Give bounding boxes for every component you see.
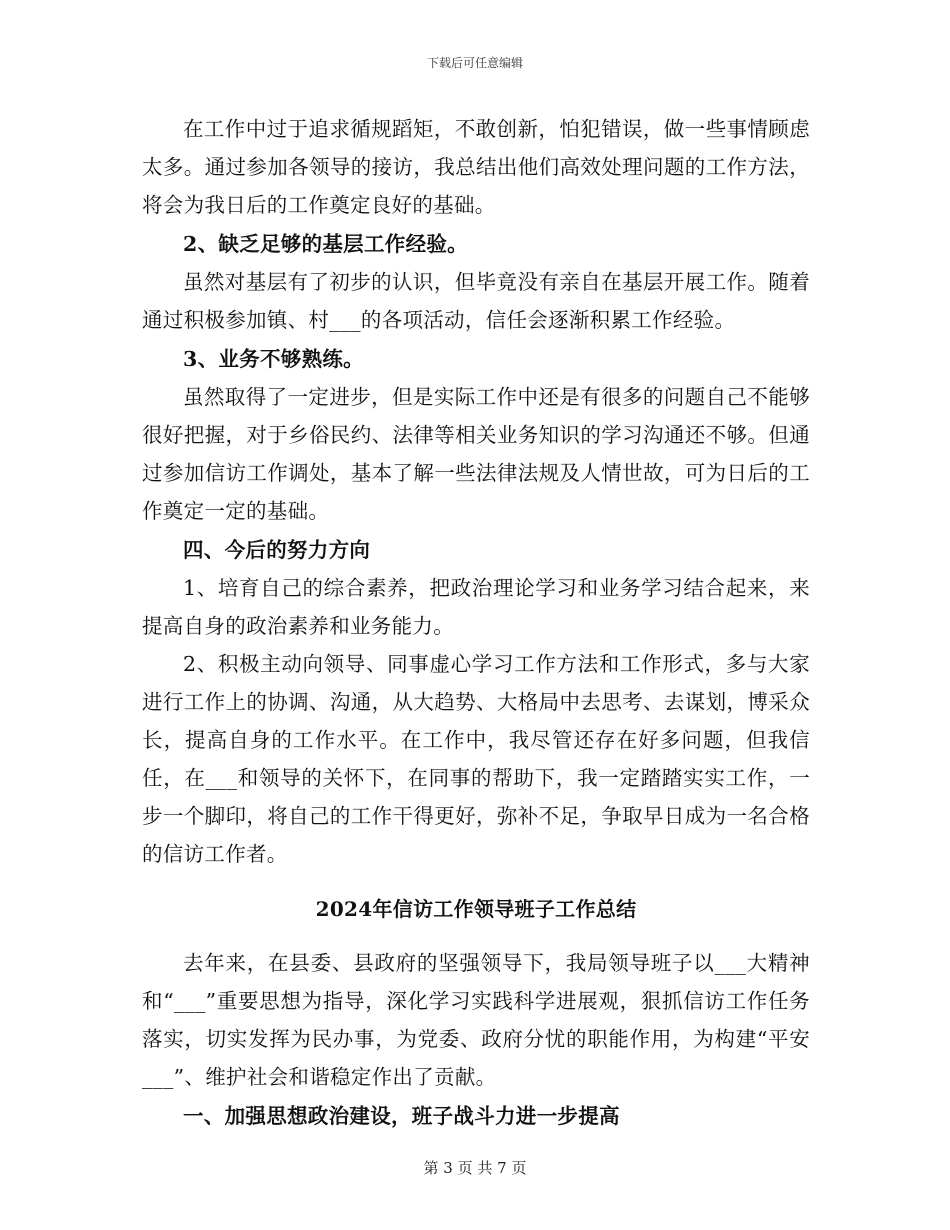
page-footer: 第 3 页 共 7 页 xyxy=(423,1159,527,1177)
page-header: 下载后可任意编辑 xyxy=(426,56,523,70)
heading-business-skill: 3、业务不够熟练。 xyxy=(183,347,364,371)
heading-grassroots-experience: 2、缺乏足够的基层工作经验。 xyxy=(183,232,468,256)
paragraph-future-1: 1、培育自己的综合素养，把政治理论学习和业务学习结合起来，来提高自身的政治素养和业务能力。 xyxy=(142,576,810,638)
paragraph-business: 虽然取得了一定进步，但是实际工作中还是有很多的问题自己不能够很好把握，对于乡俗民约、法律等相关业务知识的学习沟通还不够。但通过参加信访工作调处，基本了解一些法律法规及人情世故，可为日后的工作奠定一定的基础。 xyxy=(142,385,810,523)
paragraph-grassroots: 虽然对基层有了初步的认识，但毕竟没有亲自在基层开展工作。随着通过积极参加镇、村___的各项活动，信任会逐渐积累工作经验。 xyxy=(142,270,810,332)
document-title: 2024年信访工作领导班子工作总结 xyxy=(315,897,637,921)
paragraph-intro: 去年来，在县委、县政府的坚强领导下，我局领导班子以___大精神和“___”重要思想为指导，深化学习实践科学进展观，狠抓信访工作任务落实，切实发挥为民办事，为党委、政府分忧的职能作用，为构建“平安___”、维护社会和谐稳定作出了贡献。 xyxy=(142,951,810,1089)
paragraph-future-2: 2、积极主动向领导、同事虚心学习工作方法和工作形式，多与大家进行工作上的协调、沟通，从大趋势、大格局中去思考、去谋划，博采众长，提高自身的工作水平。在工作中，我尽管还存在好多问题，但我信任，在___和领导的关怀下，在同事的帮助下，我一定踏踏实实工作，一步一个脚印，将自己的工作干得更好，弥补不足，争取早日成为一名合格的信访工作者。 xyxy=(142,652,810,866)
paragraph-work-attitude: 在工作中过于追求循规蹈矩，不敢创新，怕犯错误，做一些事情顾虑太多。通过参加各领导的接访，我总结出他们高效处理问题的工作方法，将会为我日后的工作奠定良好的基础。 xyxy=(142,117,810,217)
heading-future-direction: 四、今后的努力方向 xyxy=(183,538,371,562)
heading-political-construction: 一、加强思想政治建设，班子战斗力进一步提高 xyxy=(183,1104,620,1128)
document-body xyxy=(142,110,810,1135)
